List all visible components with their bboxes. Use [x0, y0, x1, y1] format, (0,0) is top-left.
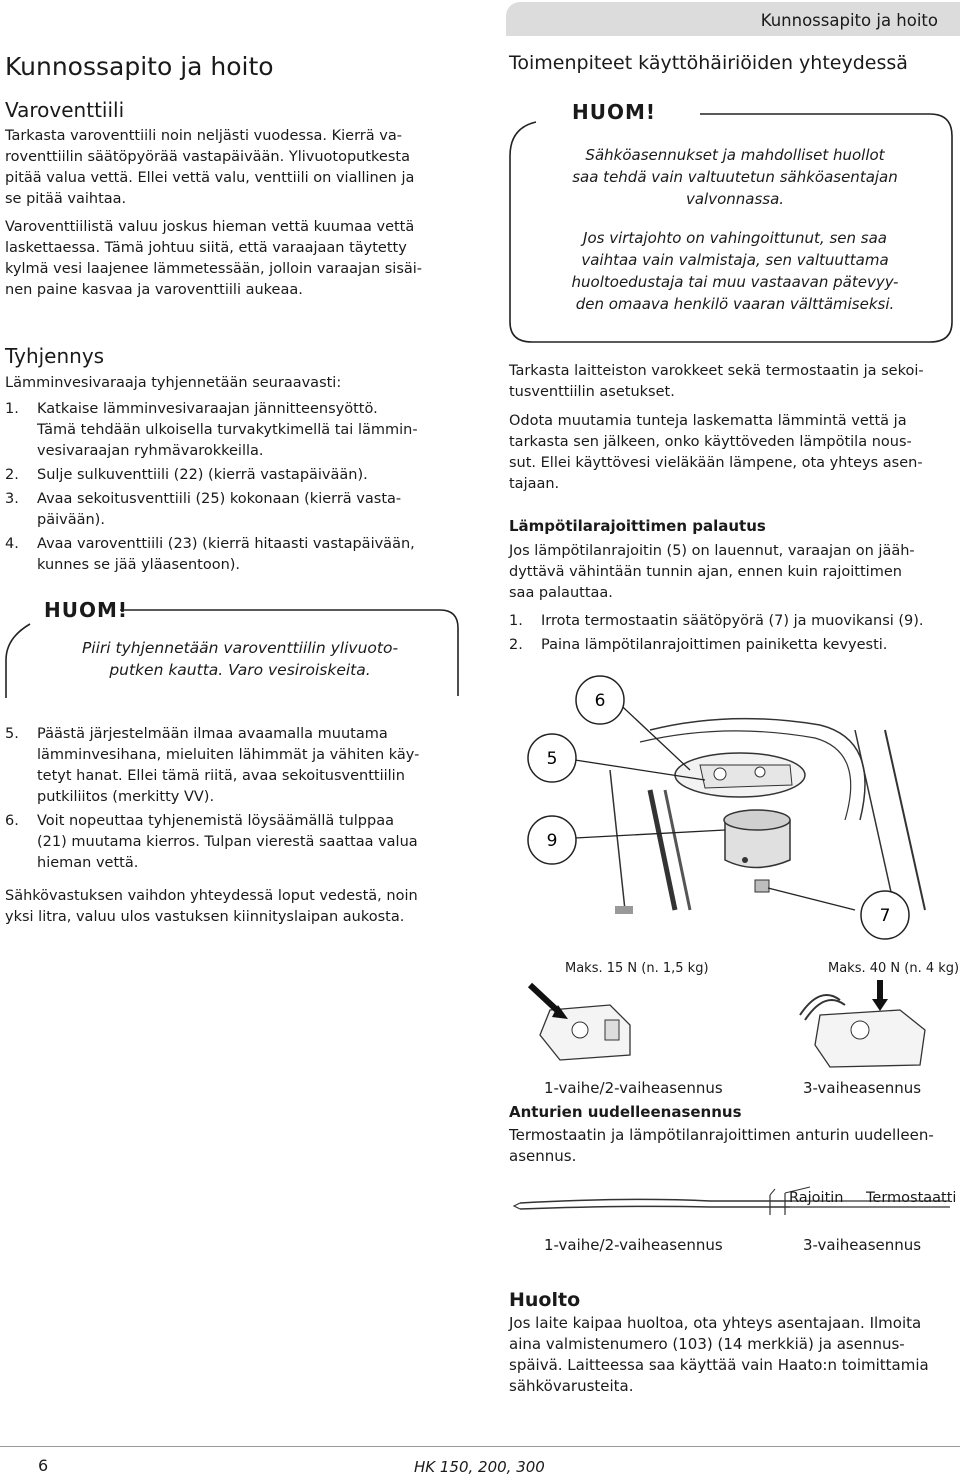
huom-text-left	[20, 637, 460, 681]
text-line: Sähköasennukset ja mahdolliset huollot	[585, 146, 885, 164]
reset-para	[509, 541, 959, 604]
text-line: pitää valua vettä. Ellei vettä valu, venttiili on viallinen ja	[5, 170, 415, 186]
text-line: Jos laite kaipaa huoltoa, ota yhteys asentajaan. Ilmoita	[509, 1314, 922, 1332]
tyhjennys-steps-2	[5, 724, 455, 877]
callout-9: 9	[546, 831, 558, 851]
callout-7: 7	[879, 906, 891, 926]
reset-steps	[509, 611, 959, 659]
text-line: saa tehdä vain valtuutetun sähköasentajan	[572, 168, 898, 186]
reset-button-illustration	[520, 975, 960, 1075]
caption-sensor-right: 3-vaiheasennus	[803, 1236, 922, 1254]
text-line: valvonnassa.	[685, 190, 785, 208]
right-title: Toimenpiteet käyttöhäiriöiden yhteydessä	[509, 52, 908, 74]
list-item: 3. Avaa sekoitusventtiili (25) kokonaan (kierrä vasta- päivään).	[5, 491, 402, 528]
text-line: nen paine kasvaa ja varoventtiili aukeaa.	[5, 282, 303, 298]
caption-sensor-left: 1-vaihe/2-vaiheasennus	[544, 1236, 723, 1254]
list-item: 1. Katkaise lämminvesivaraajan jännitteensyöttö. Tämä tehdään ulkoisella turvakytkimellä tai lämmin- vesivaraajan ryhmävarokkeilla.	[5, 401, 418, 459]
label-thermostat: Termostaatti	[866, 1190, 957, 1206]
text-line: tajaan.	[509, 476, 560, 492]
varoventtiili-para1	[5, 126, 455, 210]
force-label-right: Maks. 40 N (n. 4 kg)	[828, 961, 960, 976]
callout-5: 5	[546, 749, 558, 769]
caption-fig-right: 3-vaiheasennus	[803, 1079, 922, 1097]
text-line: vaihtaa vain valmistaja, sen valtuuttama	[581, 251, 889, 269]
sensor-para	[509, 1125, 959, 1167]
list-item: 1. Irrota termostaatin säätöpyörä (7) ja muovikansi (9).	[509, 613, 924, 629]
text-line: roventtiilin säätöpyörää vastapäivään. Ylivuotoputkesta	[5, 149, 410, 165]
text-line: tusventtiilin asetukset.	[509, 384, 675, 400]
huom-p1-right	[515, 144, 955, 210]
text-line: saa palauttaa.	[509, 585, 613, 601]
text-line: Tarkasta varoventtiili noin neljästi vuodessa. Kierrä va-	[5, 128, 402, 144]
text-line: sähkövarusteita.	[509, 1377, 634, 1395]
text-line: Termostaatin ja lämpötilanrajoittimen anturin uudelleen-	[509, 1126, 934, 1144]
text-line: tarkasta sen jälkeen, onko käyttöveden lämpötila nous-	[509, 434, 912, 450]
list-item: 2. Paina lämpötilanrajoittimen painiketta kevyesti.	[509, 637, 888, 653]
heading-huolto: Huolto	[509, 1289, 581, 1311]
huom-p2-right	[515, 227, 955, 315]
text-line: sut. Ellei käyttövesi vieläkään lämpene, ota yhteys asen-	[509, 455, 923, 471]
huolto-para	[509, 1313, 959, 1397]
list-item: 5. Päästä järjestelmään ilmaa avaamalla muutama lämminvesihana, mieluiten lähimmät ja vähiten käy- tetyt hanat. Ellei tämä riitä, avaa sekoitusventtiilin putkiliitos (merkitty VV).	[5, 726, 420, 805]
list-item: 2. Sulje sulkuventtiili (22) (kierrä vastapäivään).	[5, 467, 368, 483]
list-item: 6. Voit nopeuttaa tyhjenemistä löysäämällä tulppaa (21) muutama kierros. Tulpan vierestä saattaa valua hieman vettä.	[5, 813, 418, 871]
text-line: se pitää vaihtaa.	[5, 191, 127, 207]
thermostat-illustration	[500, 670, 960, 940]
model-name: HK 150, 200, 300	[414, 1458, 545, 1476]
text-line: dyttävä vähintään tunnin ajan, ennen kuin rajoittimen	[509, 564, 902, 580]
heading-tyhjennys: Tyhjennys	[5, 344, 105, 368]
list-item: 4. Avaa varoventtiili (23) (kierrä hitaasti vastapäivään, kunnes se jää yläasentoon).	[5, 536, 415, 573]
text-line: Odota muutamia tunteja laskematta lämmintä vettä ja	[509, 413, 907, 429]
heading-varoventtiili: Varoventtiili	[5, 98, 125, 122]
heading-reset: Lämpötilarajoittimen palautus	[509, 517, 766, 535]
tyhjennys-steps	[5, 399, 455, 579]
force-label-left: Maks. 15 N (n. 1,5 kg)	[565, 961, 709, 976]
text-line: aina valmistenumero (103) (14 merkkiä) ja asennus-	[509, 1335, 905, 1353]
right-para1	[509, 361, 959, 403]
heading-sensor: Anturien uudelleenasennus	[509, 1103, 742, 1121]
right-para2	[509, 411, 959, 495]
callout-6: 6	[594, 691, 606, 711]
header-bar	[506, 2, 960, 36]
text-line: Sähkövastuksen vaihdon yhteydessä loput vedestä, noin	[5, 888, 418, 904]
closing-para	[5, 886, 460, 928]
text-line: Piiri tyhjennetään varoventtiilin ylivuoto-	[81, 639, 399, 657]
huom-label-left: HUOM!	[44, 598, 129, 622]
text-line: huoltoedustaja tai muu vastaavan pätevyy-	[571, 273, 899, 291]
huom-label-right: HUOM!	[572, 100, 657, 124]
text-line: kylmä vesi laajenee lämmetessään, jolloin varaajan sisäi-	[5, 261, 423, 277]
section-header: Kunnossapito ja hoito	[760, 11, 938, 30]
page-number: 6	[38, 1456, 49, 1475]
text-line: Jos virtajohto on vahingoittunut, sen saa	[583, 229, 887, 247]
text-line: yksi litra, valuu ulos vastuksen kiinnityslaipan aukosta.	[5, 909, 405, 925]
text-line: späivä. Laitteessa saa käyttää vain Haato:n toimittamia	[509, 1356, 929, 1374]
page-title: Kunnossapito ja hoito	[5, 52, 274, 81]
text-line: laskettaessa. Tämä johtuu siitä, että varaajaan täytetty	[5, 240, 407, 256]
text-line: Tarkasta laitteiston varokkeet sekä termostaatin ja sekoi-	[509, 363, 924, 379]
text-line: asennus.	[509, 1147, 577, 1165]
text-line: putken kautta. Varo vesiroiskeita.	[109, 661, 371, 679]
footer-divider	[0, 1446, 960, 1447]
tyhjennys-intro: Lämminvesivaraaja tyhjennetään seuraavasti:	[5, 375, 342, 391]
caption-fig-left: 1-vaihe/2-vaiheasennus	[544, 1079, 723, 1097]
label-limiter: Rajoitin	[789, 1190, 844, 1206]
text-line: Jos lämpötilanrajoitin (5) on lauennut, varaajan on jääh-	[509, 543, 915, 559]
text-line: den omaava henkilö vaaran välttämiseksi.	[575, 295, 895, 313]
varoventtiili-para2	[5, 217, 455, 301]
text-line: Varoventtiilistä valuu joskus hieman vettä kuumaa vettä	[5, 219, 415, 235]
